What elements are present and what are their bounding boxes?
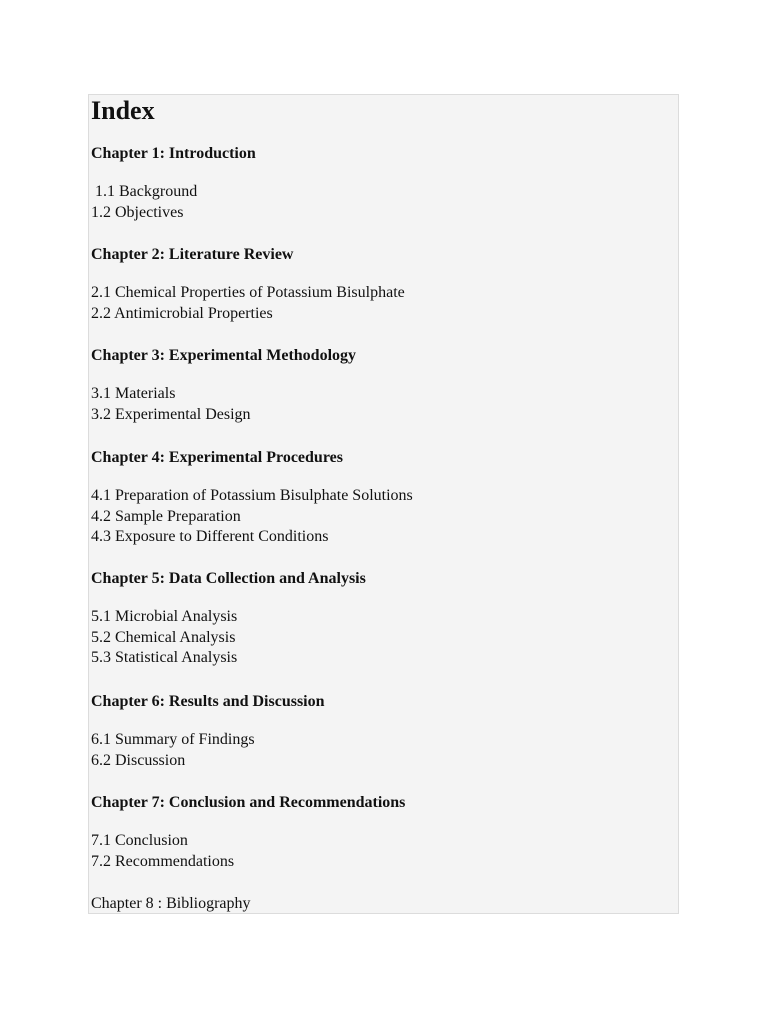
section-list [91,607,366,669]
index-title: Index [91,96,155,125]
section-list [91,486,413,548]
index-panel [88,94,679,914]
chapter-heading: Chapter 8 : Bibliography [91,895,251,912]
chapter-heading: Chapter 6: Results and Discussion [91,693,325,710]
chapter-heading: Chapter 4: Experimental Procedures [91,449,343,466]
section-item: 6.2 Discussion [91,751,186,769]
chapter-4 [91,448,413,548]
section-list [91,730,325,771]
chapter-heading: Chapter 2: Literature Review [91,246,294,263]
chapter-3 [91,346,356,425]
chapter-heading: Chapter 3: Experimental Methodology [91,347,357,364]
section-item: 4.2 Sample Preparation [91,507,241,525]
section-item: 5.2 Chemical Analysis [91,628,236,646]
section-item: 1.1 Background [91,183,198,200]
section-item: 4.1 Preparation of Potassium Bisulphate Solutions [91,487,413,504]
chapter-5 [91,569,366,669]
section-item: 4.3 Exposure to Different Conditions [91,528,329,545]
section-item: 7.1 Conclusion [91,832,188,849]
chapter-heading: Chapter 7: Conclusion and Recommendations [91,794,406,811]
section-item: 2.1 Chemical Properties of Potassium Bisulphate [91,284,405,301]
section-item: 5.1 Microbial Analysis [91,608,238,625]
chapter-heading: Chapter 5: Data Collection and Analysis [91,570,366,587]
chapter-1 [91,144,256,223]
section-item: 3.2 Experimental Design [91,405,251,423]
section-item: 5.3 Statistical Analysis [91,649,238,666]
chapter-7 [91,793,405,872]
section-list [91,182,256,223]
section-item: 1.2 Objectives [91,203,184,221]
chapter-heading: Chapter 1: Introduction [91,145,256,162]
section-list [91,283,405,324]
section-list [91,384,356,425]
section-list [91,831,405,872]
chapter-6 [91,692,325,771]
section-item: 2.2 Antimicrobial Properties [91,304,273,322]
chapter-2 [91,245,405,324]
section-item: 6.1 Summary of Findings [91,731,255,748]
chapter-8 [91,894,251,914]
section-item: 7.2 Recommendations [91,852,235,870]
section-item: 3.1 Materials [91,385,176,402]
